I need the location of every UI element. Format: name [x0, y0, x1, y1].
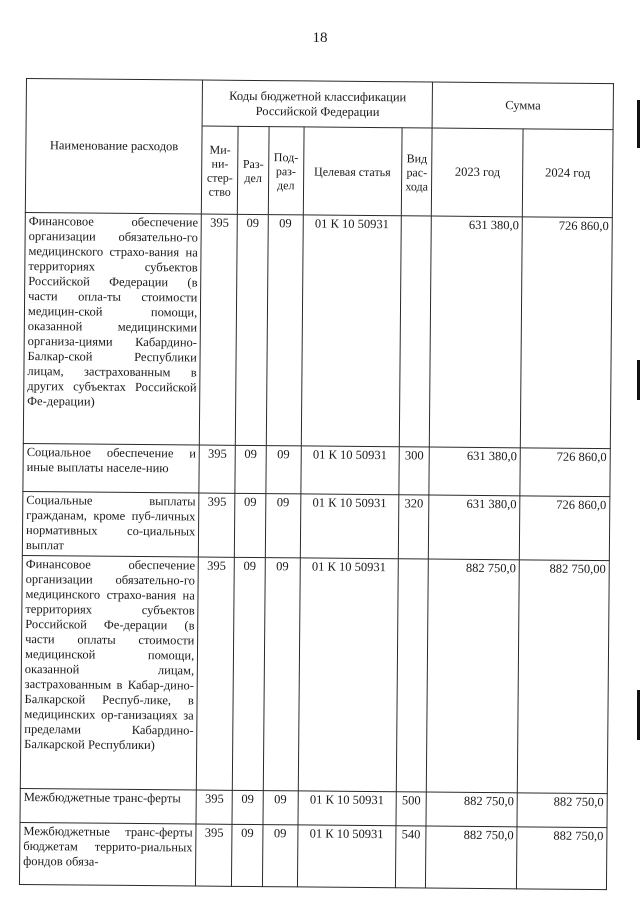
row-sum-2023: 631 380,0 [429, 495, 520, 560]
row-ministry: 395 [199, 445, 235, 493]
row-section: 09 [232, 557, 265, 790]
row-ministry: 395 [197, 557, 235, 790]
row-section: 09 [235, 493, 266, 557]
row-name: Финансовое обеспечение организации обязательно-го медицинского страхо-вания на территориях субъектов Российской Федерации (в части опла-ты стоимости медицин-ской помощи, оказанной медицинскими организа-циями Кабардино-Балкар-ской Республики лицам, застрахованным в других субъектах Российской Фе-дерации) [23, 212, 201, 445]
row-subsection: 09 [263, 558, 300, 791]
header-codes: Коды бюджетной классификации Российской Федерации [202, 80, 433, 128]
row-sum-2023: 882 750,0 [427, 559, 520, 793]
row-subsection: 09 [266, 446, 301, 494]
row-name: Социальные выплаты гражданам, кроме пуб-личных нормативных со-циальных выплат [22, 491, 199, 557]
header-expense-type: Вид рас-хода [401, 128, 432, 216]
header-year-2023: 2023 год [432, 128, 524, 217]
row-expense-type [399, 216, 432, 447]
table-row [23, 443, 610, 496]
page-number: 18 [312, 30, 328, 46]
header-target: Целевая статья [303, 127, 402, 216]
budget-table-container [19, 78, 614, 890]
row-section: 09 [232, 824, 263, 886]
row-subsection: 09 [262, 825, 297, 887]
table-row [20, 555, 609, 793]
table-row [23, 212, 612, 448]
row-subsection: 09 [265, 494, 300, 558]
row-ministry: 395 [196, 824, 232, 886]
row-section: 09 [232, 790, 263, 824]
row-ministry: 395 [200, 214, 238, 445]
header-year-2024: 2024 год [523, 129, 614, 218]
header-name: Наименование расходов [25, 79, 202, 215]
header-ministry: Ми-ни-стер-ство [202, 126, 239, 214]
row-expense-type: 300 [399, 447, 430, 495]
row-sum-2023: 631 380,0 [429, 447, 520, 496]
row-subsection: 09 [263, 791, 298, 825]
row-sum-2023: 882 750,0 [426, 792, 517, 827]
table-row [22, 491, 610, 560]
header-sum: Сумма [433, 82, 614, 130]
row-expense-type: 540 [395, 826, 426, 888]
table-row [20, 788, 607, 827]
row-expense-type: 500 [396, 792, 427, 826]
row-target: 01 К 10 50931 [301, 446, 400, 495]
row-name: Межбюджетные транс-ферты бюджетам террито-риальных фондов обяза- [19, 822, 196, 886]
row-target: 01 К 10 50931 [298, 558, 398, 792]
row-sum-2024: 726 860,0 [520, 448, 610, 497]
row-name: Финансовое обеспечение организации обязательно-го медицинского страхо-вания на территориях субъектов Российской Фе-дерации (в части оплаты стоимости медицинской помощи, оказанной лицам, застрахованным в Кабар-дино-Балкарской Респуб-лике, в медицинских ор-ганизациях за пределами Кабардино-Балкарской Республики) [20, 555, 198, 790]
row-sum-2024: 726 860,0 [520, 496, 610, 561]
row-sum-2024: 882 750,00 [517, 560, 609, 794]
table-row [19, 822, 607, 889]
row-name: Социальное обеспечение и иные выплаты населе-нию [23, 443, 200, 493]
row-ministry: 395 [199, 493, 235, 557]
row-target: 01 К 10 50931 [297, 825, 396, 888]
row-ministry: 395 [196, 790, 232, 824]
header-section: Раз-дел [238, 126, 269, 214]
row-section: 09 [235, 214, 268, 445]
row-target: 01 К 10 50931 [301, 215, 401, 447]
row-expense-type: 320 [398, 495, 429, 559]
row-subsection: 09 [266, 215, 303, 446]
row-expense-type [396, 559, 429, 792]
header-subsection: Под-раз-дел [268, 127, 304, 215]
row-sum-2024: 726 860,0 [521, 217, 613, 449]
row-target: 01 К 10 50931 [300, 494, 399, 559]
row-name: Межбюджетные транс-ферты [20, 788, 197, 824]
row-sum-2023: 631 380,0 [430, 216, 523, 448]
row-target: 01 К 10 50931 [298, 791, 396, 826]
budget-table [19, 78, 614, 890]
row-sum-2023: 882 750,0 [426, 826, 517, 889]
row-section: 09 [235, 445, 266, 493]
row-sum-2024: 882 750,0 [517, 827, 607, 890]
row-sum-2024: 882 750,0 [517, 793, 607, 828]
